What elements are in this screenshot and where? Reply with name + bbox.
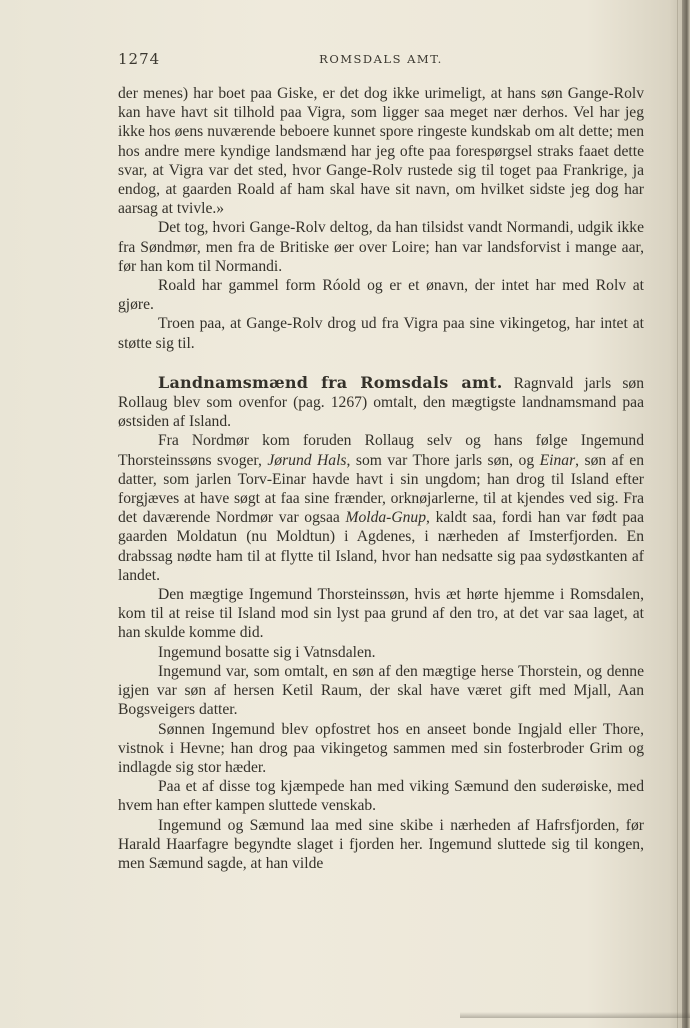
- section-paragraph: [118, 373, 644, 432]
- paragraph-continued: der menes) har boet paa Giske, er det dog ikke urimeligt, at hans søn Gange-Rolv kan have havt sit tilhold paa Vigra, som ligger saa meget nær derhos. Vel har jeg ikke hos øens nuværende beboere kunnet spore ringeste kundskab om alt dette; men hos andre mere kyndige landsmænd har jeg ofte paa forespørgsel straks faaet dette svar, at Vigra var det sted, hvor Gange-Rolv rustede sig til toget paa Frankrige, ja endog, at gaarden Roald af ham skal have sit navn, om hvilket sidste jeg dog har aarsag at tvivle.»: [118, 85, 644, 218]
- running-title: ROMSDALS AMT.: [319, 52, 443, 66]
- paragraph: Paa et af disse tog kjæmpede han med viking Sæmund den suderøiske, med hvem han efter kampen sluttede venskab.: [118, 778, 644, 815]
- paragraph: [118, 431, 644, 585]
- paragraph: Ingemund var, som omtalt, en søn af den mægtige herse Thorstein, og denne igjen var søn af hersen Ketil Raum, der skal have været gift med Mjall, Aan Bogsveigers datter.: [118, 662, 644, 719]
- paragraph: Det tog, hvori Gange-Rolv deltog, da han tilsidst vandt Normandi, udgik ikke fra Søndmør, men fra de Britiske øer over Loire; han var landsforvist i mange aar, før han kom til Normandi.: [118, 219, 644, 275]
- person-name: Molda-Gnup: [345, 509, 427, 527]
- page-number: 1274: [118, 50, 161, 68]
- page-header: [118, 50, 644, 72]
- paragraph: Den mægtige Ingemund Thorsteinssøn, hvis æt hørte hjemme i Romsdalen, kom til at reise til Island mod sin lyst paa grund af den tro, at det var saa laget, at han skulde komme did.: [118, 586, 644, 642]
- text-run: Fra Nordmør kom foruden Rollaug selv og hans følge Ingemund Thorsteinssøns svoger,: [118, 432, 644, 469]
- paragraph: Ingemund og Sæmund laa med sine skibe i nærheden af Hafrsfjorden, før Harald Haarfagre begyndte slaget i fjorden her. Ingemund sluttede sig til kongen, men Sæmund sagde, at han vilde: [118, 816, 644, 872]
- page-edge-line: [677, 0, 678, 1028]
- text-run: , som var Thore jarls søn, og: [346, 451, 540, 469]
- text-run: , søn af en datter, som jarlen Torv-Einar havde havt i sin ungdom; han drog til Island efter forgjæves at have søgt at faa sine frænder, orknøjarlerne, til at kjendes ved sig. Fra det daværende Nordmør var ogsaa: [118, 451, 644, 527]
- paragraph: Troen paa, at Gange-Rolv drog ud fra Vigra paa sine vikingetog, har intet at støtte sig til.: [118, 315, 644, 352]
- text-run: , kaldt saa, fordi han var født paa gaarden Moldatun (nu Moldtun) i Agdenes, i nærheden af Imsterfjorden. En drabssag nødte ham til at flytte til Island, hvor han nedsatte sig paa sydøstkanten af landet.: [118, 509, 644, 584]
- paragraph: Sønnen Ingemund blev opfostret hos en anseet bonde Ingjald eller Thore, vistnok i Hevne; han drog paa vikingetog sammen med sin fosterbroder Grim og indlagde sig stor hæder.: [118, 720, 644, 776]
- page-edge-shadow: [682, 0, 690, 1028]
- section-lead-text: Ragnvald jarls søn Rollaug blev som ovenfor (pag. 1267) omtalt, den mægtigste landnamsmand paa østsiden af Island.: [118, 374, 644, 431]
- person-name: Einar: [539, 451, 576, 469]
- page-bottom-shadow: [460, 1012, 690, 1018]
- person-name: Jørund Hals: [267, 451, 347, 469]
- paragraph: Roald har gammel form Róold og er et ønavn, der intet har med Rolv at gjøre.: [118, 277, 644, 314]
- section-heading: Landnamsmænd fra Romsdals amt.: [158, 372, 503, 392]
- body-text: [118, 84, 644, 873]
- paragraph: Ingemund bosatte sig i Vatnsdalen.: [158, 643, 376, 661]
